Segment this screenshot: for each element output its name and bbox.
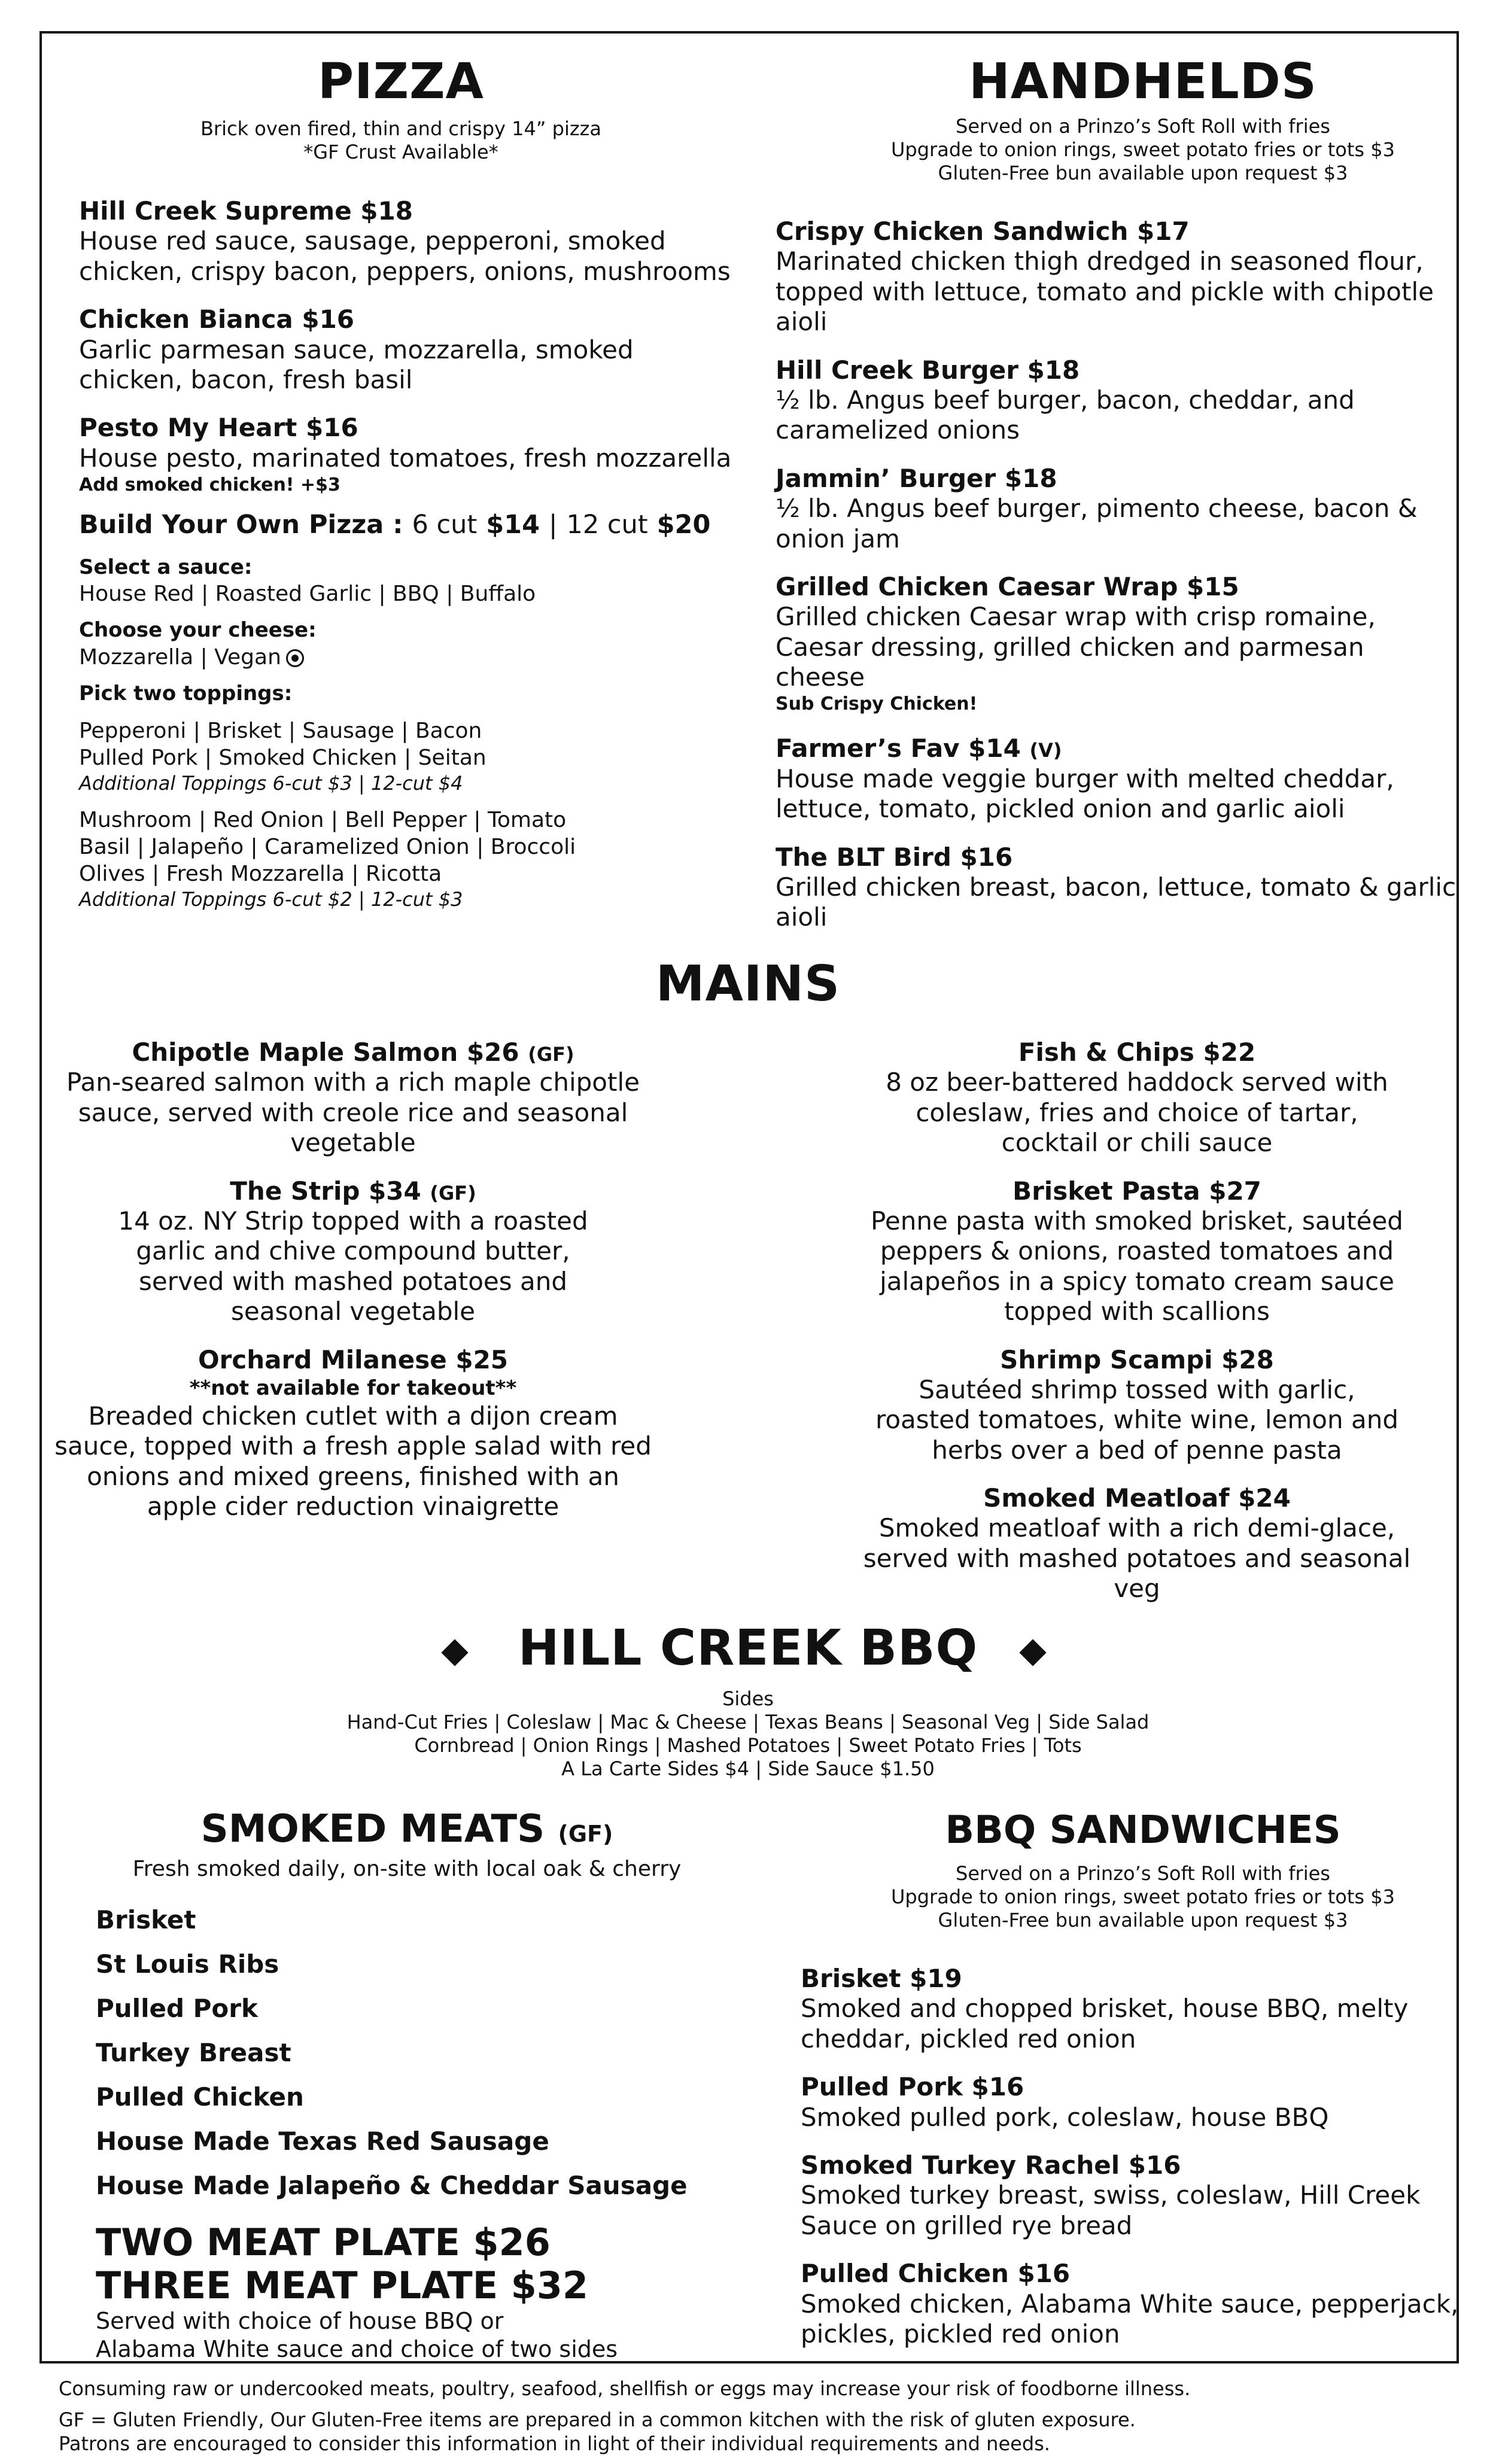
handhelds-section bbox=[790, 55, 1496, 185]
veg-extra-note: Additional Toppings 6-cut $2 | 12-cut $3 bbox=[79, 888, 463, 911]
item-desc: House pesto, marinated tomatoes, fresh mozzarella bbox=[79, 443, 732, 473]
sides-list: Hand-Cut Fries | Coleslaw | Mac & Cheese | Texas Beans | Seasonal Veg | Side Salad bbox=[346, 1711, 1150, 1733]
plate-note: Alabama White sauce and choice of two sides bbox=[96, 2336, 618, 2363]
item-desc: Marinated chicken thigh dredged in seasoned flour, topped with lettuce, tomato and pickle with chipotle aioli bbox=[776, 247, 1434, 337]
byo-six-price: $14 bbox=[486, 510, 540, 540]
byo-twelve-price: $20 bbox=[656, 510, 711, 540]
item-name: Crispy Chicken Sandwich $17 bbox=[776, 217, 1190, 246]
handhelds-items bbox=[776, 217, 1458, 951]
item-desc: Breaded chicken cutlet with a dijon cream sauce, topped with a fresh apple salad with red onions and mixed greens, finished with an apple cider reduction vinaigrette bbox=[54, 1401, 652, 1522]
handhelds-note: Served on a Prinzo’s Soft Roll with fries bbox=[956, 115, 1330, 138]
menu-item bbox=[776, 734, 1458, 824]
list-item: House Made Texas Red Sausage bbox=[96, 2127, 549, 2156]
menu-item bbox=[776, 355, 1458, 446]
sauce-options: House Red | Roasted Garlic | BBQ | Buffalo bbox=[79, 582, 536, 607]
cheese-row bbox=[79, 644, 737, 671]
menu-item bbox=[838, 1483, 1436, 1604]
menu-item bbox=[54, 1038, 652, 1158]
handhelds-title: HANDHELDS bbox=[969, 53, 1317, 110]
sides-pricing: A La Carte Sides $4 | Side Sauce $1.50 bbox=[561, 1757, 935, 1780]
item-name: Brisket Pasta $27 bbox=[1012, 1176, 1261, 1206]
item-name-text: The Strip $34 bbox=[230, 1176, 421, 1206]
item-name: Hill Creek Supreme $18 bbox=[79, 196, 413, 226]
item-addon: Add smoked chicken! +$3 bbox=[79, 474, 340, 496]
mains-right bbox=[838, 1038, 1436, 1622]
footer bbox=[59, 2377, 1471, 2456]
item-name bbox=[54, 1038, 652, 1067]
item-name: Pulled Chicken $16 bbox=[801, 2259, 1071, 2289]
item-desc: Smoked meatloaf with a rich demi-glace, served with mashed potatoes and seasonal veg bbox=[863, 1513, 1411, 1604]
item-name-text: Chipotle Maple Salmon $26 bbox=[132, 1038, 519, 1067]
footer-patrons-note: Patrons are encouraged to consider this information in light of their individual requirements and needs. bbox=[59, 2432, 1050, 2455]
item-desc: Smoked and chopped brisket, house BBQ, melty cheddar, pickled red onion bbox=[801, 1994, 1409, 2054]
list-item: St Louis Ribs bbox=[96, 1949, 279, 1979]
item-note: **not available for takeout** bbox=[189, 1376, 517, 1400]
menu-item bbox=[838, 1038, 1436, 1158]
meat-toppings: Pulled Pork | Smoked Chicken | Seitan bbox=[79, 745, 486, 770]
smoked-meats-section bbox=[84, 1808, 730, 1882]
menu-item bbox=[776, 217, 1458, 337]
sides-list: Cornbread | Onion Rings | Mashed Potatoes | Sweet Potato Fries | Tots bbox=[414, 1734, 1082, 1757]
vegan-icon bbox=[286, 649, 304, 667]
footer-warning: Consuming raw or undercooked meats, poultry, seafood, shellfish or eggs may increase your risk of foodborne illness. bbox=[59, 2377, 1191, 2400]
smoked-meats-note: Fresh smoked daily, on-site with local oak & cherry bbox=[132, 1857, 682, 1882]
build-your-own-heading bbox=[79, 510, 737, 540]
bbq-title: HILL CREEK BBQ bbox=[518, 1620, 978, 1677]
item-desc: Smoked turkey breast, swiss, coleslaw, Hill Creek Sauce on grilled rye bread bbox=[801, 2180, 1421, 2240]
handhelds-note: Gluten-Free bun available upon request $3 bbox=[938, 162, 1348, 185]
menu-item bbox=[54, 1176, 652, 1327]
item-desc: House made veggie burger with melted cheddar, lettuce, tomato, pickled onion and garlic aioli bbox=[776, 763, 1394, 824]
item-desc: ½ lb. Angus beef burger, bacon, cheddar, and caramelized onions bbox=[776, 385, 1355, 445]
cheese-options: Mozzarella | Vegan bbox=[79, 644, 281, 670]
byo-twelve-cut: 12 cut bbox=[566, 510, 648, 540]
item-name: Smoked Meatloaf $24 bbox=[983, 1483, 1291, 1513]
bbq-sandwiches-note: Served on a Prinzo’s Soft Roll with fries bbox=[956, 1862, 1330, 1885]
menu-item bbox=[776, 464, 1458, 554]
pizza-note: Brick oven fired, thin and crispy 14” pizza bbox=[200, 117, 602, 141]
item-name: The BLT Bird $16 bbox=[776, 842, 1013, 872]
item-name: Pesto My Heart $16 bbox=[79, 413, 358, 443]
item-desc: Grilled chicken Caesar wrap with crisp romaine, Caesar dressing, grilled chicken and parmesan cheese bbox=[776, 602, 1376, 692]
item-name bbox=[54, 1176, 652, 1206]
menu-item bbox=[838, 1345, 1436, 1466]
item-desc: Grilled chicken breast, bacon, lettuce, tomato & garlic aioli bbox=[776, 872, 1457, 932]
meat-extra-note: Additional Toppings 6-cut $3 | 12-cut $4 bbox=[79, 771, 463, 795]
plate-note: Served with choice of house BBQ or bbox=[96, 2307, 504, 2334]
handhelds-note: Upgrade to onion rings, sweet potato fries or tots $3 bbox=[891, 138, 1395, 162]
menu-item bbox=[776, 572, 1458, 716]
item-desc: 14 oz. NY Strip topped with a roasted garlic and chive compound butter, served with mashed potatoes and seasonal vegetable bbox=[118, 1206, 588, 1327]
item-name bbox=[776, 734, 1458, 763]
bbq-sandwiches-note: Gluten-Free bun available upon request $3 bbox=[938, 1909, 1348, 1932]
gf-tag: (GF) bbox=[430, 1181, 476, 1204]
menu-item bbox=[801, 2150, 1459, 2241]
footer-gf-note: GF = Gluten Friendly, Our Gluten-Free items are prepared in a common kitchen with the risk of gluten exposure. bbox=[59, 2408, 1136, 2431]
mains-left bbox=[54, 1038, 652, 1540]
two-meat-plate: TWO MEAT PLATE $26 bbox=[96, 2220, 551, 2264]
menu-item bbox=[79, 196, 737, 287]
item-name: Fish & Chips $22 bbox=[1018, 1038, 1256, 1067]
gf-tag: (GF) bbox=[528, 1043, 574, 1066]
menu-item bbox=[838, 1176, 1436, 1327]
item-desc: Sautéed shrimp tossed with garlic, roasted tomatoes, white wine, lemon and herbs over a bed of penne pasta bbox=[875, 1374, 1398, 1465]
item-desc: Garlic parmesan sauce, mozzarella, smoked chicken, bacon, fresh basil bbox=[79, 334, 634, 394]
byo-title: Build Your Own Pizza : bbox=[79, 510, 403, 540]
item-name-text: Farmer’s Fav $14 bbox=[776, 734, 1021, 763]
veg-toppings: Mushroom | Red Onion | Bell Pepper | Tomato bbox=[79, 808, 567, 833]
item-desc: 8 oz beer-battered haddock served with coleslaw, fries and choice of tartar, cocktail or chili sauce bbox=[886, 1067, 1388, 1158]
three-meat-plate: THREE MEAT PLATE $32 bbox=[96, 2263, 589, 2307]
item-name: Shrimp Scampi $28 bbox=[1000, 1344, 1274, 1374]
item-name: Hill Creek Burger $18 bbox=[776, 355, 1080, 385]
mains-title: MAINS bbox=[655, 956, 841, 1012]
list-item: Brisket bbox=[96, 1905, 196, 1934]
smoked-meats-list bbox=[96, 1898, 754, 2364]
pizza-title: PIZZA bbox=[318, 53, 484, 110]
menu-item bbox=[801, 2259, 1459, 2349]
pizza-section bbox=[78, 55, 724, 164]
list-item: Turkey Breast bbox=[96, 2038, 291, 2067]
sauce-label: Select a sauce: bbox=[79, 555, 253, 580]
item-desc: ½ lb. Angus beef burger, pimento cheese, bacon & onion jam bbox=[776, 494, 1418, 553]
item-desc: House red sauce, sausage, pepperoni, smoked chicken, crispy bacon, peppers, onions, mushrooms bbox=[79, 226, 731, 286]
smoked-meats-title-text: SMOKED MEATS bbox=[200, 1807, 545, 1851]
item-desc: Smoked chicken, Alabama White sauce, pepperjack, pickles, pickled red onion bbox=[801, 2289, 1459, 2349]
item-name: Pulled Pork $16 bbox=[801, 2072, 1024, 2102]
menu-item bbox=[801, 1964, 1459, 2054]
item-name: Jammin’ Burger $18 bbox=[776, 463, 1057, 493]
sides-label: Sides bbox=[722, 1687, 774, 1710]
meat-toppings: Pepperoni | Brisket | Sausage | Bacon bbox=[79, 718, 482, 743]
pizza-gf-note: *GF Crust Available* bbox=[303, 141, 498, 164]
menu-item bbox=[776, 842, 1458, 933]
smoked-meats-title bbox=[84, 1808, 730, 1850]
veg-toppings: Olives | Fresh Mozzarella | Ricotta bbox=[79, 862, 442, 887]
item-desc: Smoked pulled pork, coleslaw, house BBQ bbox=[801, 2102, 1329, 2132]
menu-item bbox=[79, 413, 737, 497]
veg-toppings: Basil | Jalapeño | Caramelized Onion | Broccoli bbox=[79, 835, 576, 860]
pizza-items bbox=[79, 196, 737, 912]
cheese-label: Choose your cheese: bbox=[79, 618, 317, 643]
byo-separator: | bbox=[549, 510, 558, 540]
bbq-sandwiches-section bbox=[790, 1809, 1496, 1932]
bbq-sandwiches-items bbox=[801, 1964, 1459, 2367]
item-addon: Sub Crispy Chicken! bbox=[776, 693, 978, 715]
item-name: Orchard Milanese $25 bbox=[197, 1344, 509, 1374]
vegetarian-tag: (V) bbox=[1029, 739, 1062, 762]
gf-tag: (GF) bbox=[558, 1821, 613, 1847]
item-name: Chicken Bianca $16 bbox=[79, 305, 355, 334]
menu-item bbox=[79, 305, 737, 395]
item-name: Brisket $19 bbox=[801, 1964, 962, 1993]
item-name: Smoked Turkey Rachel $16 bbox=[801, 2150, 1181, 2180]
bbq-sandwiches-note: Upgrade to onion rings, sweet potato fries or tots $3 bbox=[891, 1885, 1395, 1909]
menu-item bbox=[54, 1345, 652, 1522]
toppings-label: Pick two toppings: bbox=[79, 681, 293, 705]
menu-item bbox=[801, 2072, 1459, 2133]
item-desc: Pan-seared salmon with a rich maple chipotle sauce, served with creole rice and seasonal vegetable bbox=[66, 1067, 640, 1158]
bbq-sandwiches-title: BBQ SANDWICHES bbox=[945, 1808, 1341, 1852]
list-item: Pulled Pork bbox=[96, 1994, 258, 2023]
list-item: Pulled Chicken bbox=[96, 2082, 304, 2112]
list-item: House Made Jalapeño & Cheddar Sausage bbox=[96, 2171, 688, 2200]
byo-six-cut: 6 cut bbox=[412, 510, 478, 540]
item-name: Grilled Chicken Caesar Wrap $15 bbox=[776, 571, 1239, 601]
item-desc: Penne pasta with smoked brisket, sautéed peppers & onions, roasted tomatoes and jalapeños in a spicy tomato cream sauce topped with scallions bbox=[871, 1206, 1403, 1327]
